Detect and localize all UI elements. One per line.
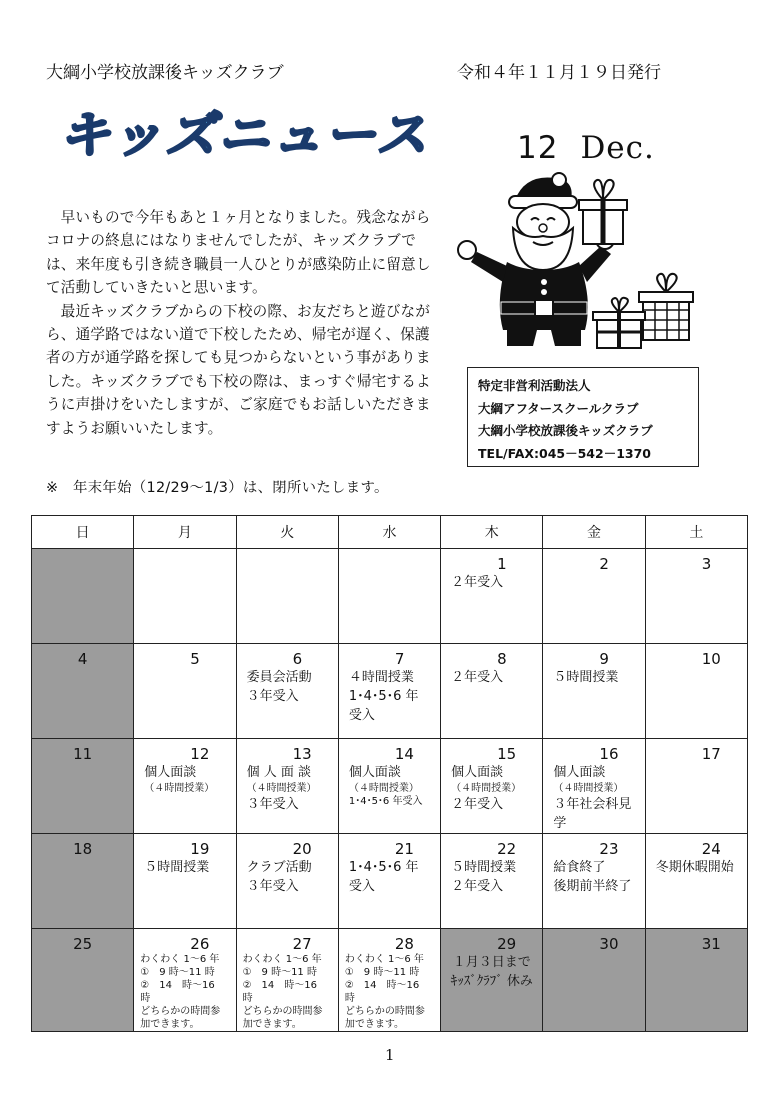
calendar-event: 委員会活動 — [246, 670, 312, 685]
contact-org-name: 大綱アフタースクールクラブ — [478, 400, 639, 416]
day-number: 12 — [190, 745, 210, 763]
calendar-event: 個人面談 — [553, 765, 606, 780]
calendar-event: 個人面談 — [348, 765, 401, 780]
calendar-day-cell — [236, 644, 338, 739]
calendar-week-row — [32, 834, 748, 929]
calendar-event: ② 14 時～16 — [242, 980, 317, 991]
calendar-day-cell — [134, 549, 236, 644]
calendar-day-cell — [543, 929, 645, 1032]
calendar-event: 冬期休暇開始 — [655, 860, 734, 875]
calendar-event: （４時間授業） — [553, 783, 624, 794]
calendar-day-cell — [543, 644, 645, 739]
day-number: 4 — [77, 650, 88, 668]
weekday-header: 日 — [32, 516, 134, 549]
day-number: 7 — [394, 650, 405, 668]
calendar-event: 受入 — [348, 708, 375, 723]
month-number: 12 — [517, 130, 559, 166]
day-number: 29 — [497, 935, 517, 953]
calendar-day-cell — [441, 644, 543, 739]
intro-text — [46, 206, 440, 440]
calendar-day-cell — [32, 929, 134, 1032]
kids-news-logo — [48, 102, 448, 166]
club-name: 大綱小学校放課後キッズクラブ — [46, 63, 284, 83]
day-number: 26 — [190, 935, 210, 953]
calendar-event: わくわく 1～6 年 — [140, 954, 220, 965]
calendar-day-cell — [236, 929, 338, 1032]
day-number: 31 — [701, 935, 721, 953]
calendar-day-cell — [32, 644, 134, 739]
calendar-event: 1･4･5･6 年 — [348, 689, 419, 704]
day-number — [32, 549, 133, 573]
calendar-day-cell — [134, 834, 236, 929]
calendar-day-cell — [543, 739, 645, 834]
contact-club-name: 大綱小学校放課後キッズクラブ — [478, 423, 653, 438]
calendar-day-cell — [338, 834, 440, 929]
calendar-table — [31, 515, 748, 1032]
contact-box — [467, 367, 699, 467]
calendar-event: わくわく 1～6 年 — [344, 954, 424, 965]
calendar-event: 後期前半終了 — [553, 879, 632, 894]
day-number: 1 — [497, 555, 507, 573]
weekday-header: 金 — [543, 516, 645, 549]
santa-illustration — [455, 170, 700, 360]
calendar-event: わくわく 1～6 年 — [242, 954, 322, 965]
day-number: 9 — [599, 650, 609, 668]
calendar-day-cell — [32, 739, 134, 834]
calendar-day-cell — [441, 549, 543, 644]
calendar-day-cell — [645, 739, 747, 834]
calendar-week-row — [32, 644, 748, 739]
intro-paragraph-1: 早いもので今年もあと１ヶ月となりました。残念ながらコロナの終息にはなりませんでしたが、キッズクラブでは、来年度も引き続き職員一人ひとりが感染防止に留意して活動していきたいと思います。 — [46, 209, 431, 297]
calendar-event: ５時間授業 — [451, 860, 517, 875]
calendar-event: ｷｯｽﾞｸﾗﾌﾞ 休み — [450, 974, 533, 989]
contact-org-type: 特定非営利活動法人 — [478, 378, 591, 393]
calendar-event: クラブ活動 — [246, 860, 312, 875]
day-number — [190, 549, 235, 573]
day-number: 25 — [73, 935, 93, 953]
calendar-day-cell — [441, 834, 543, 929]
calendar-event: ４時間授業 — [348, 670, 414, 685]
calendar-event: 時 — [344, 993, 355, 1004]
calendar-day-cell — [32, 834, 134, 929]
calendar-event: ５時間授業 — [553, 670, 619, 685]
calendar-event: ３年受入 — [246, 797, 299, 812]
calendar-event: ② 14 時～16 — [344, 980, 420, 991]
calendar-event: ① 9 時～11 時 — [344, 967, 420, 978]
calendar-event: ３年社会科見学 — [553, 797, 632, 831]
calendar-event: どちらかの時間参 — [344, 1006, 425, 1017]
day-number: 13 — [292, 745, 312, 763]
calendar-day-cell — [645, 549, 747, 644]
calendar-event: ２年受入 — [451, 670, 504, 685]
calendar-day-cell — [338, 739, 440, 834]
day-number: 15 — [497, 745, 517, 763]
calendar-day-cell — [134, 739, 236, 834]
day-number: 27 — [292, 935, 312, 953]
calendar-week-row — [32, 549, 748, 644]
calendar-week-row — [32, 739, 748, 834]
calendar-day-cell — [441, 739, 543, 834]
calendar-event: ５時間授業 — [144, 860, 210, 875]
calendar-event: ② 14 時～16 — [140, 980, 215, 991]
calendar-event: ２年受入 — [451, 879, 504, 894]
calendar-event: 給食終了 — [553, 860, 606, 875]
calendar-day-cell — [338, 549, 440, 644]
day-number: 16 — [599, 745, 619, 763]
calendar-event: 個人面談 — [144, 765, 197, 780]
intro-paragraph-2: 最近キッズクラブからの下校の際、お友だちと遊びながら、通学路ではない道で下校したため、帰宅が遅く、保護者の方が通学路を探しても見つからないという事がありました。キッズクラブでも下校の際は、まっすぐ帰宅するように声掛けをいたしますが、ご家庭でもお話しいただきますようお願いいたします。 — [46, 302, 431, 437]
day-number: 23 — [599, 840, 619, 858]
kids-news-logo-text: キッズニュース — [56, 105, 430, 164]
calendar-day-cell — [645, 644, 747, 739]
contact-phone: TEL/FAX:045－542－1370 — [478, 445, 651, 461]
month-heading — [517, 130, 655, 166]
calendar-day-cell — [32, 549, 134, 644]
calendar-day-cell — [338, 644, 440, 739]
weekday-header: 水 — [338, 516, 440, 549]
day-number: 2 — [599, 555, 609, 573]
calendar-event: 1･4･5･6 年 — [348, 860, 419, 875]
day-number: 10 — [701, 650, 721, 668]
calendar-event: 受入 — [348, 879, 375, 894]
calendar-event: （４時間授業） — [144, 783, 215, 794]
calendar-event: 時 — [242, 993, 253, 1004]
calendar-event: 時 — [140, 993, 151, 1004]
calendar-day-cell — [645, 834, 747, 929]
calendar-day-cell — [134, 644, 236, 739]
page-number: 1 — [385, 1046, 395, 1064]
calendar-day-cell — [441, 929, 543, 1032]
day-number: 18 — [73, 840, 93, 858]
calendar-day-cell — [338, 929, 440, 1032]
day-number: 28 — [394, 935, 414, 953]
month-name: Dec. — [580, 130, 655, 166]
holiday-notice: ※ 年末年始（12/29～1/3）は、閉所いたします。 — [46, 480, 389, 496]
day-number: 21 — [394, 840, 414, 858]
calendar-event: 個 人 面 談 — [246, 765, 311, 780]
day-number: 24 — [701, 840, 721, 858]
calendar-event: 加できます。 — [140, 1019, 200, 1030]
calendar-event: ① 9 時～11 時 — [242, 967, 317, 978]
day-number: 14 — [394, 745, 414, 763]
weekday-header: 月 — [134, 516, 236, 549]
calendar-event: （４時間授業） — [246, 783, 317, 794]
calendar-event: どちらかの時間参 — [242, 1006, 323, 1017]
calendar-day-cell — [236, 739, 338, 834]
day-number: 8 — [497, 650, 507, 668]
calendar-event: ２年受入 — [451, 575, 504, 590]
day-number — [293, 549, 338, 573]
weekday-header: 火 — [236, 516, 338, 549]
day-number: 30 — [599, 935, 619, 953]
day-number: 5 — [190, 650, 200, 668]
day-number: 22 — [497, 840, 517, 858]
calendar-event: １月３日まで — [452, 955, 531, 970]
calendar-event: ２年受入 — [451, 797, 504, 812]
day-number: 11 — [73, 745, 93, 763]
calendar-event: ３年受入 — [246, 689, 299, 704]
calendar-event: 1･4･5･6 年受入 — [348, 796, 423, 807]
calendar-day-cell — [645, 929, 747, 1032]
calendar-event: 加できます。 — [344, 1019, 405, 1030]
calendar-event: ① 9 時～11 時 — [140, 967, 215, 978]
calendar-event: （４時間授業） — [451, 783, 522, 794]
calendar-day-cell — [134, 929, 236, 1032]
issue-date: 令和４年１１月１９日発行 — [457, 63, 661, 83]
calendar-event: ３年受入 — [246, 879, 299, 894]
day-number: 19 — [190, 840, 210, 858]
calendar-day-cell — [543, 834, 645, 929]
calendar-event: （４時間授業） — [348, 783, 419, 794]
calendar-day-cell — [236, 834, 338, 929]
day-number — [395, 549, 440, 573]
day-number: 6 — [292, 650, 303, 668]
calendar-event: 加できます。 — [242, 1019, 302, 1030]
calendar-event: どちらかの時間参 — [140, 1006, 221, 1017]
day-number: 3 — [701, 555, 712, 573]
weekday-header: 土 — [645, 516, 747, 549]
day-number: 17 — [701, 745, 721, 763]
weekday-header-row — [32, 516, 748, 549]
calendar-day-cell — [543, 549, 645, 644]
calendar-event: 個人面談 — [451, 765, 504, 780]
weekday-header: 木 — [441, 516, 543, 549]
calendar-body — [32, 549, 748, 1032]
calendar-day-cell — [236, 549, 338, 644]
day-number: 20 — [292, 840, 312, 858]
calendar-week-row — [32, 929, 748, 1032]
